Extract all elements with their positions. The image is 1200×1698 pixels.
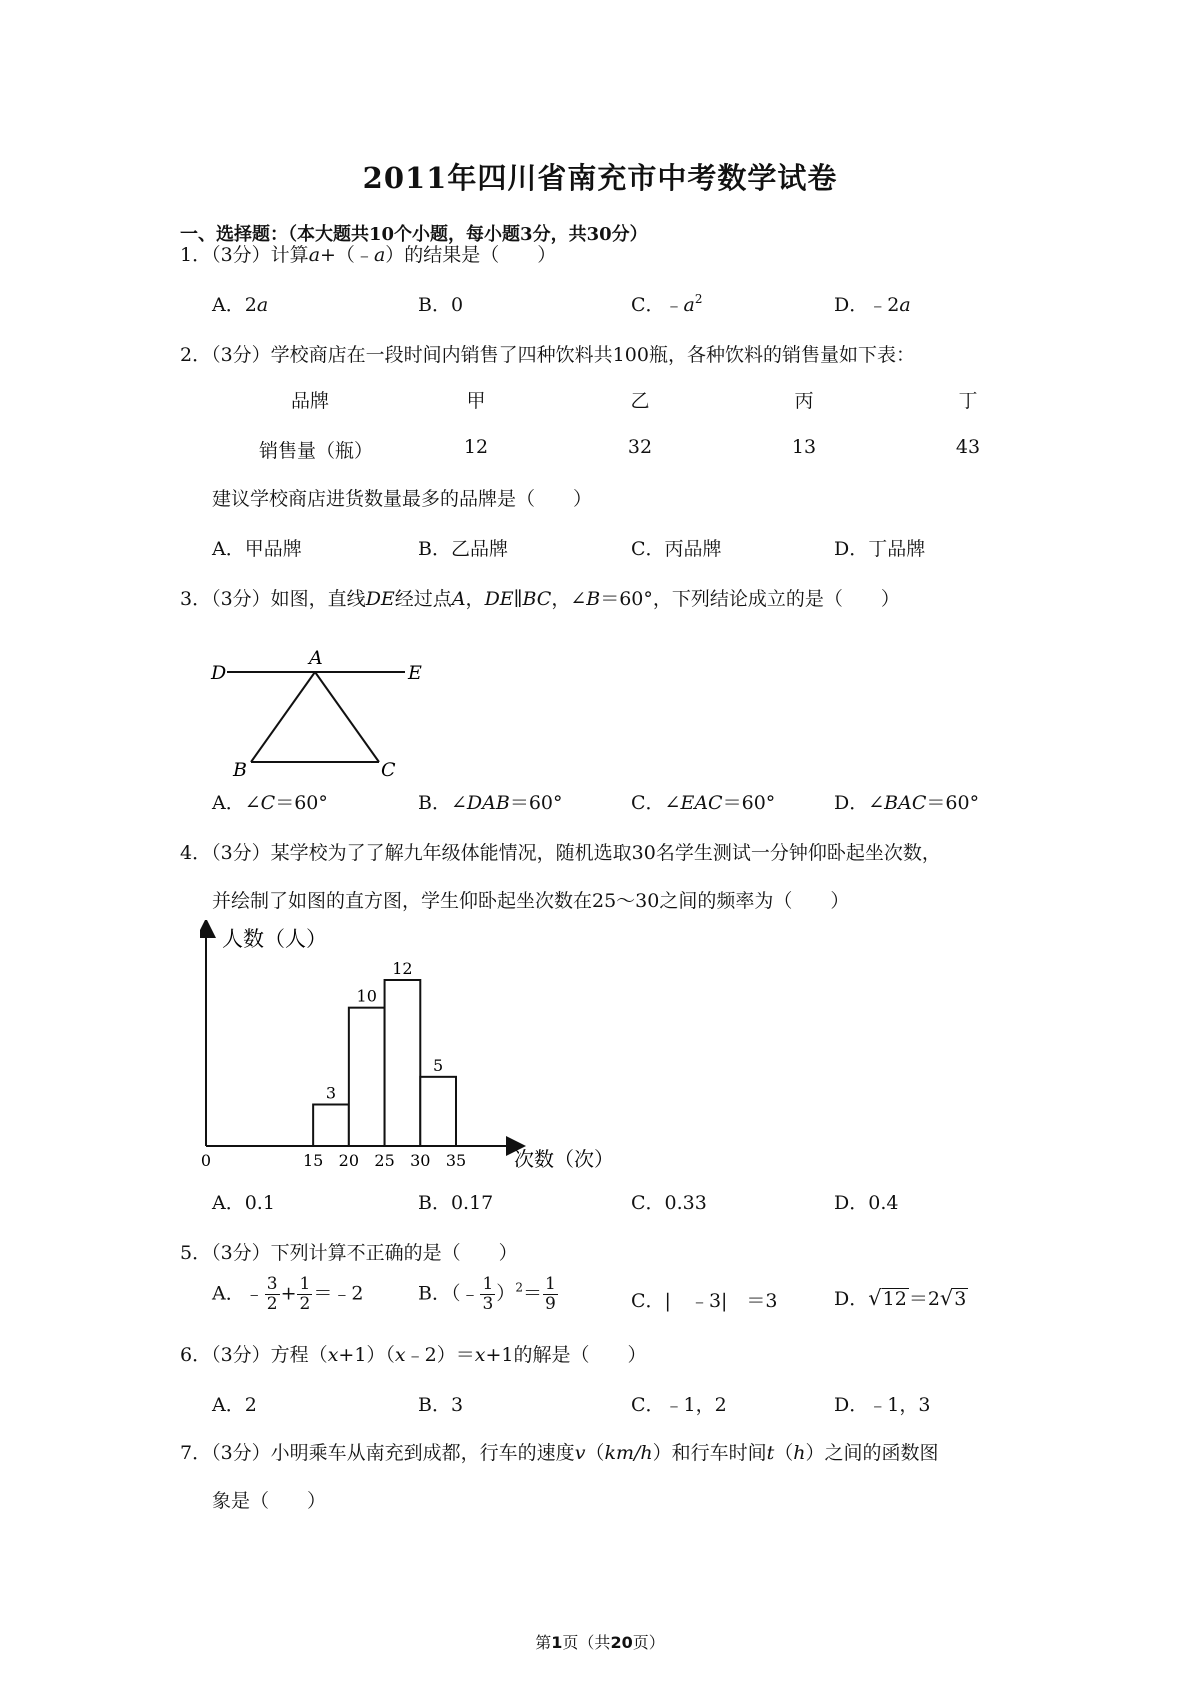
q5-option-d: D．√12 ＝2√3 [834, 1286, 967, 1310]
x-tick-label: 15 [302, 1151, 324, 1170]
bar-value-label: 10 [356, 986, 377, 1006]
table-header-cell: 品牌 [290, 390, 329, 412]
table-header-cell: 乙 [630, 390, 650, 412]
histogram-bar [313, 1105, 349, 1147]
q5-option-b: B．（﹣ $\frac{1}{3}$ ）$^2$＝ $\frac{1}{9}$ [418, 1274, 556, 1314]
q3-option-c: C．∠EAC＝60° [631, 792, 776, 814]
label-d: D [211, 662, 227, 684]
x-axis-label: 次数（次） [514, 1147, 614, 1171]
histogram-bar [349, 1008, 385, 1146]
q2-option-d: D．丁品牌 [834, 538, 926, 560]
triangle-figure [205, 640, 435, 780]
q5-option-c: C．| ﹣3| ＝3 [631, 1290, 778, 1312]
label-b: B [233, 759, 247, 780]
page-title: 2011年四川省南充市中考数学试卷 [362, 161, 838, 195]
page-footer: 第1页（共20页） [535, 1633, 665, 1652]
question-3-stem: 3．（3分）如图，直线DE经过点A，DE∥BC，∠B＝60°，下列结论成立的是（ ） [180, 588, 900, 610]
table-cell: 32 [627, 436, 653, 458]
label-a: A [309, 647, 323, 669]
q1-option-a: A．2a [212, 294, 269, 316]
question-1-stem: 1．（3分）计算a+（﹣a）的结果是（ ） [180, 244, 557, 266]
q6-option-a: A．2 [212, 1394, 257, 1416]
q2-option-b: B．乙品牌 [418, 538, 508, 560]
histogram-chart [200, 920, 620, 1172]
x-tick-label: 25 [374, 1151, 395, 1170]
x-tick-label: 35 [445, 1151, 467, 1170]
question-5-stem: 5．（3分）下列计算不正确的是（ ） [180, 1242, 518, 1264]
q4-option-a: A．0.1 [212, 1192, 275, 1214]
label-c: C [381, 759, 396, 780]
section-heading: 一、选择题：（本大题共10个小题，每小题3分，共30分） [180, 224, 648, 245]
x-tick-label: 0 [200, 1151, 212, 1170]
q3-option-a: A．∠C＝60° [212, 792, 328, 814]
side-ac [315, 672, 379, 762]
q6-option-c: C．﹣1，2 [631, 1394, 727, 1416]
question-6-stem: 6．（3分）方程（x+1）（x﹣2）＝x+1的解是（ ） [180, 1344, 647, 1366]
bar-value-label: 12 [392, 959, 413, 978]
x-tick-label: 20 [338, 1151, 360, 1170]
bar-value-label: 5 [433, 1055, 444, 1075]
table-cell: 12 [463, 436, 489, 458]
question-7-stem-line1: 7．（3分）小明乘车从南充到成都，行车的速度v（km/h）和行车时间t（h）之间的函数图 [180, 1442, 939, 1464]
q5-option-a: A．﹣ $\frac{3}{2}$ + $\frac{1}{2}$ ＝﹣2 [212, 1274, 364, 1314]
q4-option-d: D．0.4 [834, 1192, 899, 1214]
q2-option-c: C．丙品牌 [631, 538, 722, 560]
bar-value-label: 3 [325, 1083, 337, 1103]
label-e: E [408, 662, 422, 684]
q4-option-b: B．0.17 [418, 1192, 494, 1214]
question-4-stem-line1: 4．（3分）某学校为了了解九年级体能情况，随机选取30名学生测试一分钟仰卧起坐次数， [180, 842, 941, 864]
q6-option-b: B．3 [418, 1394, 464, 1416]
question-2-stem: 2．（3分）学校商店在一段时间内销售了四种饮料共100瓶，各种饮料的销售量如下表： [180, 344, 915, 366]
question-7-stem-line2: 象是（ ） [212, 1490, 327, 1512]
q1-option-c: C．$﹣a^2$ [631, 292, 703, 316]
table-header-cell: 丁 [958, 390, 978, 412]
histogram-bar [420, 1077, 456, 1146]
side-ab [251, 672, 315, 762]
q1-option-b: B．0 [418, 294, 464, 316]
question-2-ask: 建议学校商店进货数量最多的品牌是（ ） [212, 488, 593, 510]
table-header-cell: 甲 [466, 390, 486, 412]
q1-option-d: D．﹣2a [834, 294, 911, 316]
table-cell: 43 [955, 436, 981, 458]
x-tick-label: 30 [410, 1151, 431, 1170]
table-cell: 13 [791, 436, 817, 458]
q3-option-d: D．∠BAC＝60° [834, 792, 980, 814]
q4-option-c: C．0.33 [631, 1192, 707, 1214]
y-axis-label: 人数（人） [222, 927, 327, 951]
q6-option-d: D．﹣1，3 [834, 1394, 931, 1416]
q3-option-b: B．∠DAB＝60° [418, 792, 563, 814]
table-header-cell: 丙 [794, 390, 814, 412]
q2-option-a: A．甲品牌 [212, 538, 302, 560]
question-4-stem-line2: 并绘制了如图的直方图，学生仰卧起坐次数在25～30之间的频率为（ ） [212, 890, 850, 912]
table-cell: 销售量（瓶） [258, 440, 373, 462]
histogram-bar [385, 980, 421, 1146]
